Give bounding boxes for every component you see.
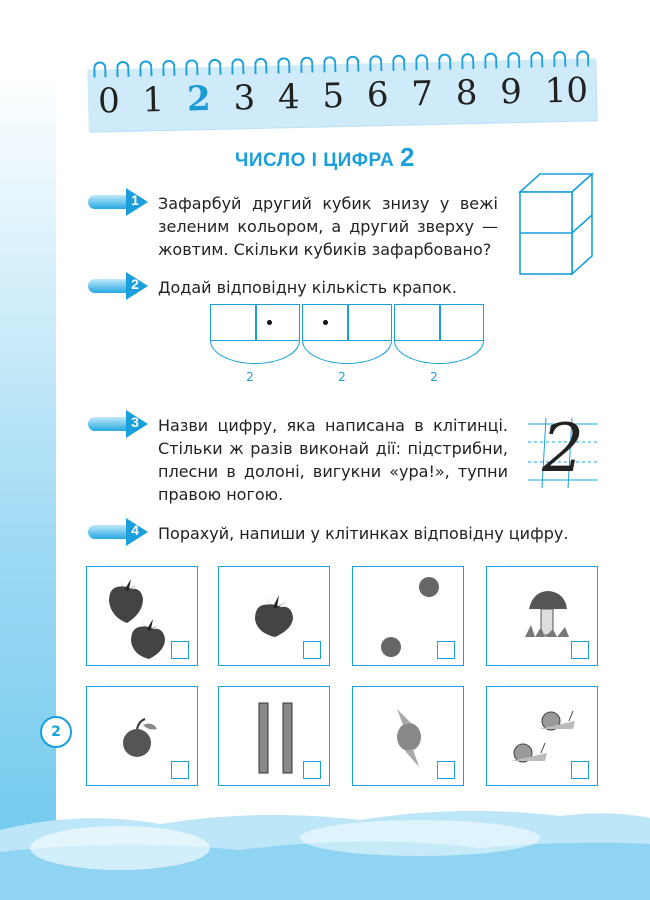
task-marker-3	[88, 410, 152, 438]
domino-2	[302, 304, 394, 366]
task-1-text: Зафарбуй другий кубик знизу у вежі зеленим кольором, а другий зверху — жовтим. Скільки кубиків зафарбовано?	[158, 194, 498, 259]
picture-box-strawberries-2	[86, 566, 198, 666]
picture-box-mushroom-1	[486, 566, 598, 666]
strip-number: 9	[499, 71, 523, 113]
domino-label: 2	[430, 370, 438, 384]
page-number: 2	[40, 716, 72, 748]
strip-number: 0	[97, 81, 121, 122]
task-marker-4	[88, 518, 152, 546]
picture-box-candy-1	[352, 686, 464, 786]
strip-number: 3	[233, 77, 256, 119]
circle-icon	[419, 577, 439, 597]
picture-box-apple-1	[86, 686, 198, 786]
strawberry-icon	[131, 619, 165, 659]
answer-cell[interactable]	[437, 761, 455, 779]
task-4-text: Порахуй, напиши у клітинках відповідну цифру.	[158, 524, 569, 543]
picture-box-circles-2	[352, 566, 464, 666]
digit-cell	[528, 410, 598, 488]
domino-3	[394, 304, 486, 366]
answer-cell[interactable]	[303, 761, 321, 779]
picture-box-snails-2	[486, 686, 598, 786]
strip-number: 6	[366, 74, 389, 116]
task-number: 4	[131, 522, 139, 538]
stick-icon	[259, 703, 268, 773]
domino-dot	[267, 320, 272, 325]
page-title	[0, 142, 650, 173]
task-number: 3	[131, 414, 139, 430]
cube-tower-icon	[516, 170, 596, 280]
written-digit: 2	[542, 410, 584, 487]
strip-number: 7	[410, 73, 434, 115]
strip-number: 5	[321, 75, 345, 117]
domino-label: 2	[338, 370, 346, 384]
domino-dot	[323, 320, 328, 325]
task-3-text: Назви цифру, яка написана в клітинці. Стільки ж разів виконай дії: підстрибни, плесни в долоні, вигукни «ура!», тупни правою ногою.	[158, 416, 508, 504]
answer-cell[interactable]	[171, 641, 189, 659]
strip-number: 8	[455, 72, 478, 114]
domino-1	[210, 304, 302, 366]
title-number: 2	[400, 142, 415, 172]
title-text: ЧИСЛО І ЦИФРА	[235, 150, 395, 171]
task-marker-2	[88, 272, 152, 300]
circle-icon	[381, 637, 401, 657]
snail-icon	[511, 743, 547, 762]
stick-icon	[283, 703, 292, 773]
strip-number-active: 2	[186, 78, 212, 120]
strawberry-icon	[255, 595, 293, 637]
landscape-decoration	[0, 790, 650, 900]
task-marker-1	[88, 188, 152, 216]
answer-cell[interactable]	[303, 641, 321, 659]
apple-icon	[123, 719, 157, 757]
strawberry-icon	[109, 579, 143, 623]
answer-cell[interactable]	[171, 761, 189, 779]
picture-box-sticks-2	[218, 686, 330, 786]
candy-icon	[397, 709, 421, 767]
strip-number: 4	[277, 76, 301, 118]
answer-cell[interactable]	[571, 641, 589, 659]
task-number: 1	[131, 192, 139, 208]
task-number: 2	[131, 276, 139, 292]
snail-icon	[539, 711, 575, 730]
strip-number: 1	[142, 80, 165, 121]
answer-cell[interactable]	[571, 761, 589, 779]
domino-label: 2	[246, 370, 254, 384]
task-2-text: Додай відповідну кількість крапок.	[158, 278, 457, 297]
strip-number: 10	[544, 70, 589, 112]
number-strip	[87, 58, 596, 132]
mushroom-icon	[525, 591, 569, 637]
picture-box-strawberry-1	[218, 566, 330, 666]
answer-cell[interactable]	[437, 641, 455, 659]
